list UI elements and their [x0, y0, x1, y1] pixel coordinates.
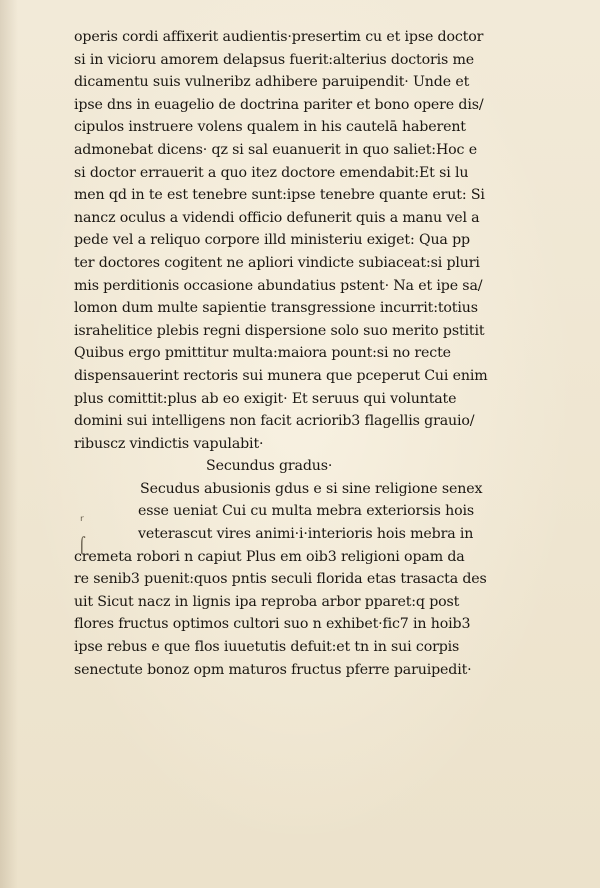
text-line: uit Sicut nacz in lignis ipa reproba arbor pparet:q post — [74, 593, 460, 610]
text-line: mis perditionis occasione abundatius pstent· Na et ipe sa/ — [74, 277, 483, 294]
text-line: nancz oculus a videndi officio defunerit quis a manu vel a — [74, 209, 480, 226]
text-line: veterascut vires animi·i·interioris hois mebra in — [138, 526, 474, 543]
text-line: ribuscz vindictis vapulabit· — [74, 435, 264, 452]
section-heading: Secundus gradus· — [206, 458, 333, 475]
text-line: ipse dns in euagelio de doctrina pariter et bono opere dis/ — [74, 96, 484, 113]
text-line: israhelitice plebis regni dispersione solo suo merito pstitit — [74, 322, 485, 339]
text-line: Secudus abusionis gdus e si sine religione senex — [140, 480, 483, 497]
page-edge-shadow — [0, 0, 18, 888]
text-line: si doctor errauerit a quo itez doctore emendabit:Et si lu — [74, 164, 469, 181]
text-line: ipse rebus e que flos iuuetutis defuit:et tn in sui corpis — [74, 639, 460, 656]
text-line: lomon dum multe sapientie transgressione incurrit:totius — [74, 300, 478, 317]
text-line: pede vel a reliquo corpore illd ministeriu exiget: Qua pp — [74, 232, 470, 249]
text-line: si in vicioru amorem delapsus fuerit:alterius doctoris me — [74, 51, 475, 68]
text-line: cipulos instruere volens qualem in his cautelā haberent — [74, 119, 466, 136]
margin-mark-icon: ʳ — [80, 512, 84, 530]
text-line: senectute bonoz opm maturos fructus pferre paruipedit· — [74, 661, 472, 678]
text-line: flores fructus optimos cultori suo n exhibet·fic7 in hoib3 — [74, 616, 471, 633]
text-line: re senib3 puenit:quos pntis seculi florida etas trasacta des — [74, 571, 487, 588]
text-line: admonebat dicens· qz si sal euanuerit in quo saliet:Hoc e — [74, 141, 477, 158]
text-line: dispensauerint rectoris sui munera que pceperut Cui enim — [74, 367, 488, 384]
text-line: men qd in te est tenebre sunt:ipse tenebre quante erut: Si — [74, 187, 485, 204]
margin-bracket-icon: ⌠ — [78, 536, 86, 554]
text-line: cremeta robori n capiut Plus em oib3 religioni opam da — [74, 548, 465, 565]
text-line: domini sui intelligens non facit acriorib3 flagellis grauio/ — [74, 413, 475, 430]
text-line: plus comittit:plus ab eo exigit· Et seruus qui voluntate — [74, 390, 457, 407]
text-line: dicamentu suis vulneribz adhibere paruipendit· Unde et — [74, 74, 470, 91]
text-line: esse ueniat Cui cu multa mebra exteriorsis hois — [138, 503, 475, 520]
text-line: operis cordi affixerit audientis·presertim cu et ipse doctor — [74, 29, 484, 45]
text-line: ter doctores cogitent ne apliori vindicte subiaceat:si pluri — [74, 254, 480, 271]
text-column — [74, 26, 534, 681]
text-line: Quibus ergo pmittitur multa:maiora pount:si no recte — [74, 345, 451, 362]
